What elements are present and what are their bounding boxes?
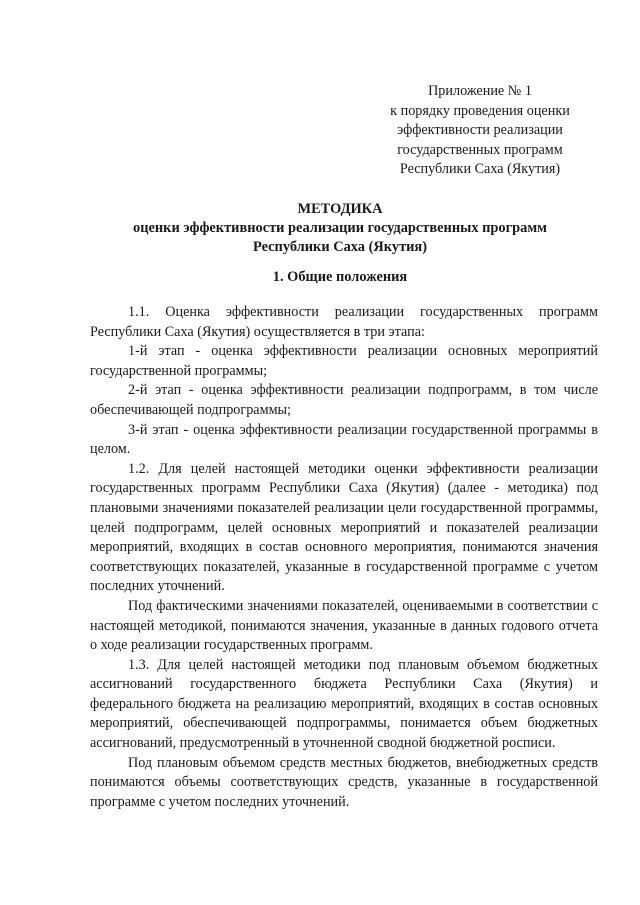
section-heading: 1. Общие положения [272, 269, 408, 285]
body-text [90, 303, 598, 812]
appendix-line: Республики Саха (Якутия) [399, 161, 561, 178]
title-main: МЕТОДИКА [297, 201, 383, 217]
paragraph: 1.2. Для целей настоящей методики оценки эффективности реализации государственных программ Республики Саха (Якутия) (далее - методика) под плановыми значениями показателей реализации цели государственной программы, целей подпрограмм, целей основных мероприятий и показателей реализации мероприятий, входящих в состав основного мероприятия, понимаются значения соответствующих показателей, указанные в государственной программе с учетом последних уточнений. [90, 460, 598, 595]
appendix-line: Приложение № 1 [428, 83, 532, 99]
paragraph: 2-й этап - оценка эффективности реализации подпрограмм, в том числе обеспечивающей подпрограммы; [90, 382, 598, 418]
appendix-line: государственных программ [397, 141, 563, 158]
appendix-header [360, 82, 600, 180]
paragraph: 3-й этап - оценка эффективности реализации государственной программы в целом. [90, 421, 598, 458]
paragraph: 1.1. Оценка эффективности реализации государственных программ Республики Саха (Якутия) осуществляется в три этапа: [90, 304, 598, 340]
appendix-line: к порядку проведения оценки [390, 102, 570, 119]
paragraph: 1.3. Для целей настоящей методики под плановым объемом бюджетных ассигнований государственного бюджета Республики Саха (Якутия) и федерального бюджета на реализацию мероприятий, входящих в состав основных мероприятий, обеспечивающей подпрограммы, понимается объем бюджетных ассигнований, предусмотренный в уточненной сводной бюджетной росписи. [90, 656, 598, 752]
appendix-line: эффективности реализации [397, 122, 563, 139]
paragraph: 1-й этап - оценка эффективности реализации основных мероприятий государственной программы; [90, 343, 598, 379]
title-line: оценки эффективности реализации государственных программ [133, 220, 547, 236]
document-title [60, 200, 620, 257]
title-line: Республики Саха (Якутия) [252, 239, 428, 255]
paragraph: Под фактическими значениями показателей, оцениваемыми в соответствии с настоящей методикой, понимаются значения, указанные в данных годового отчета о ходе реализации государственных программ. [90, 597, 598, 654]
paragraph: Под плановым объемом средств местных бюджетов, внебюджетных средств понимаются объемы соответствующих средств, указанные в государственной программе с учетом последних уточнений. [90, 754, 598, 810]
